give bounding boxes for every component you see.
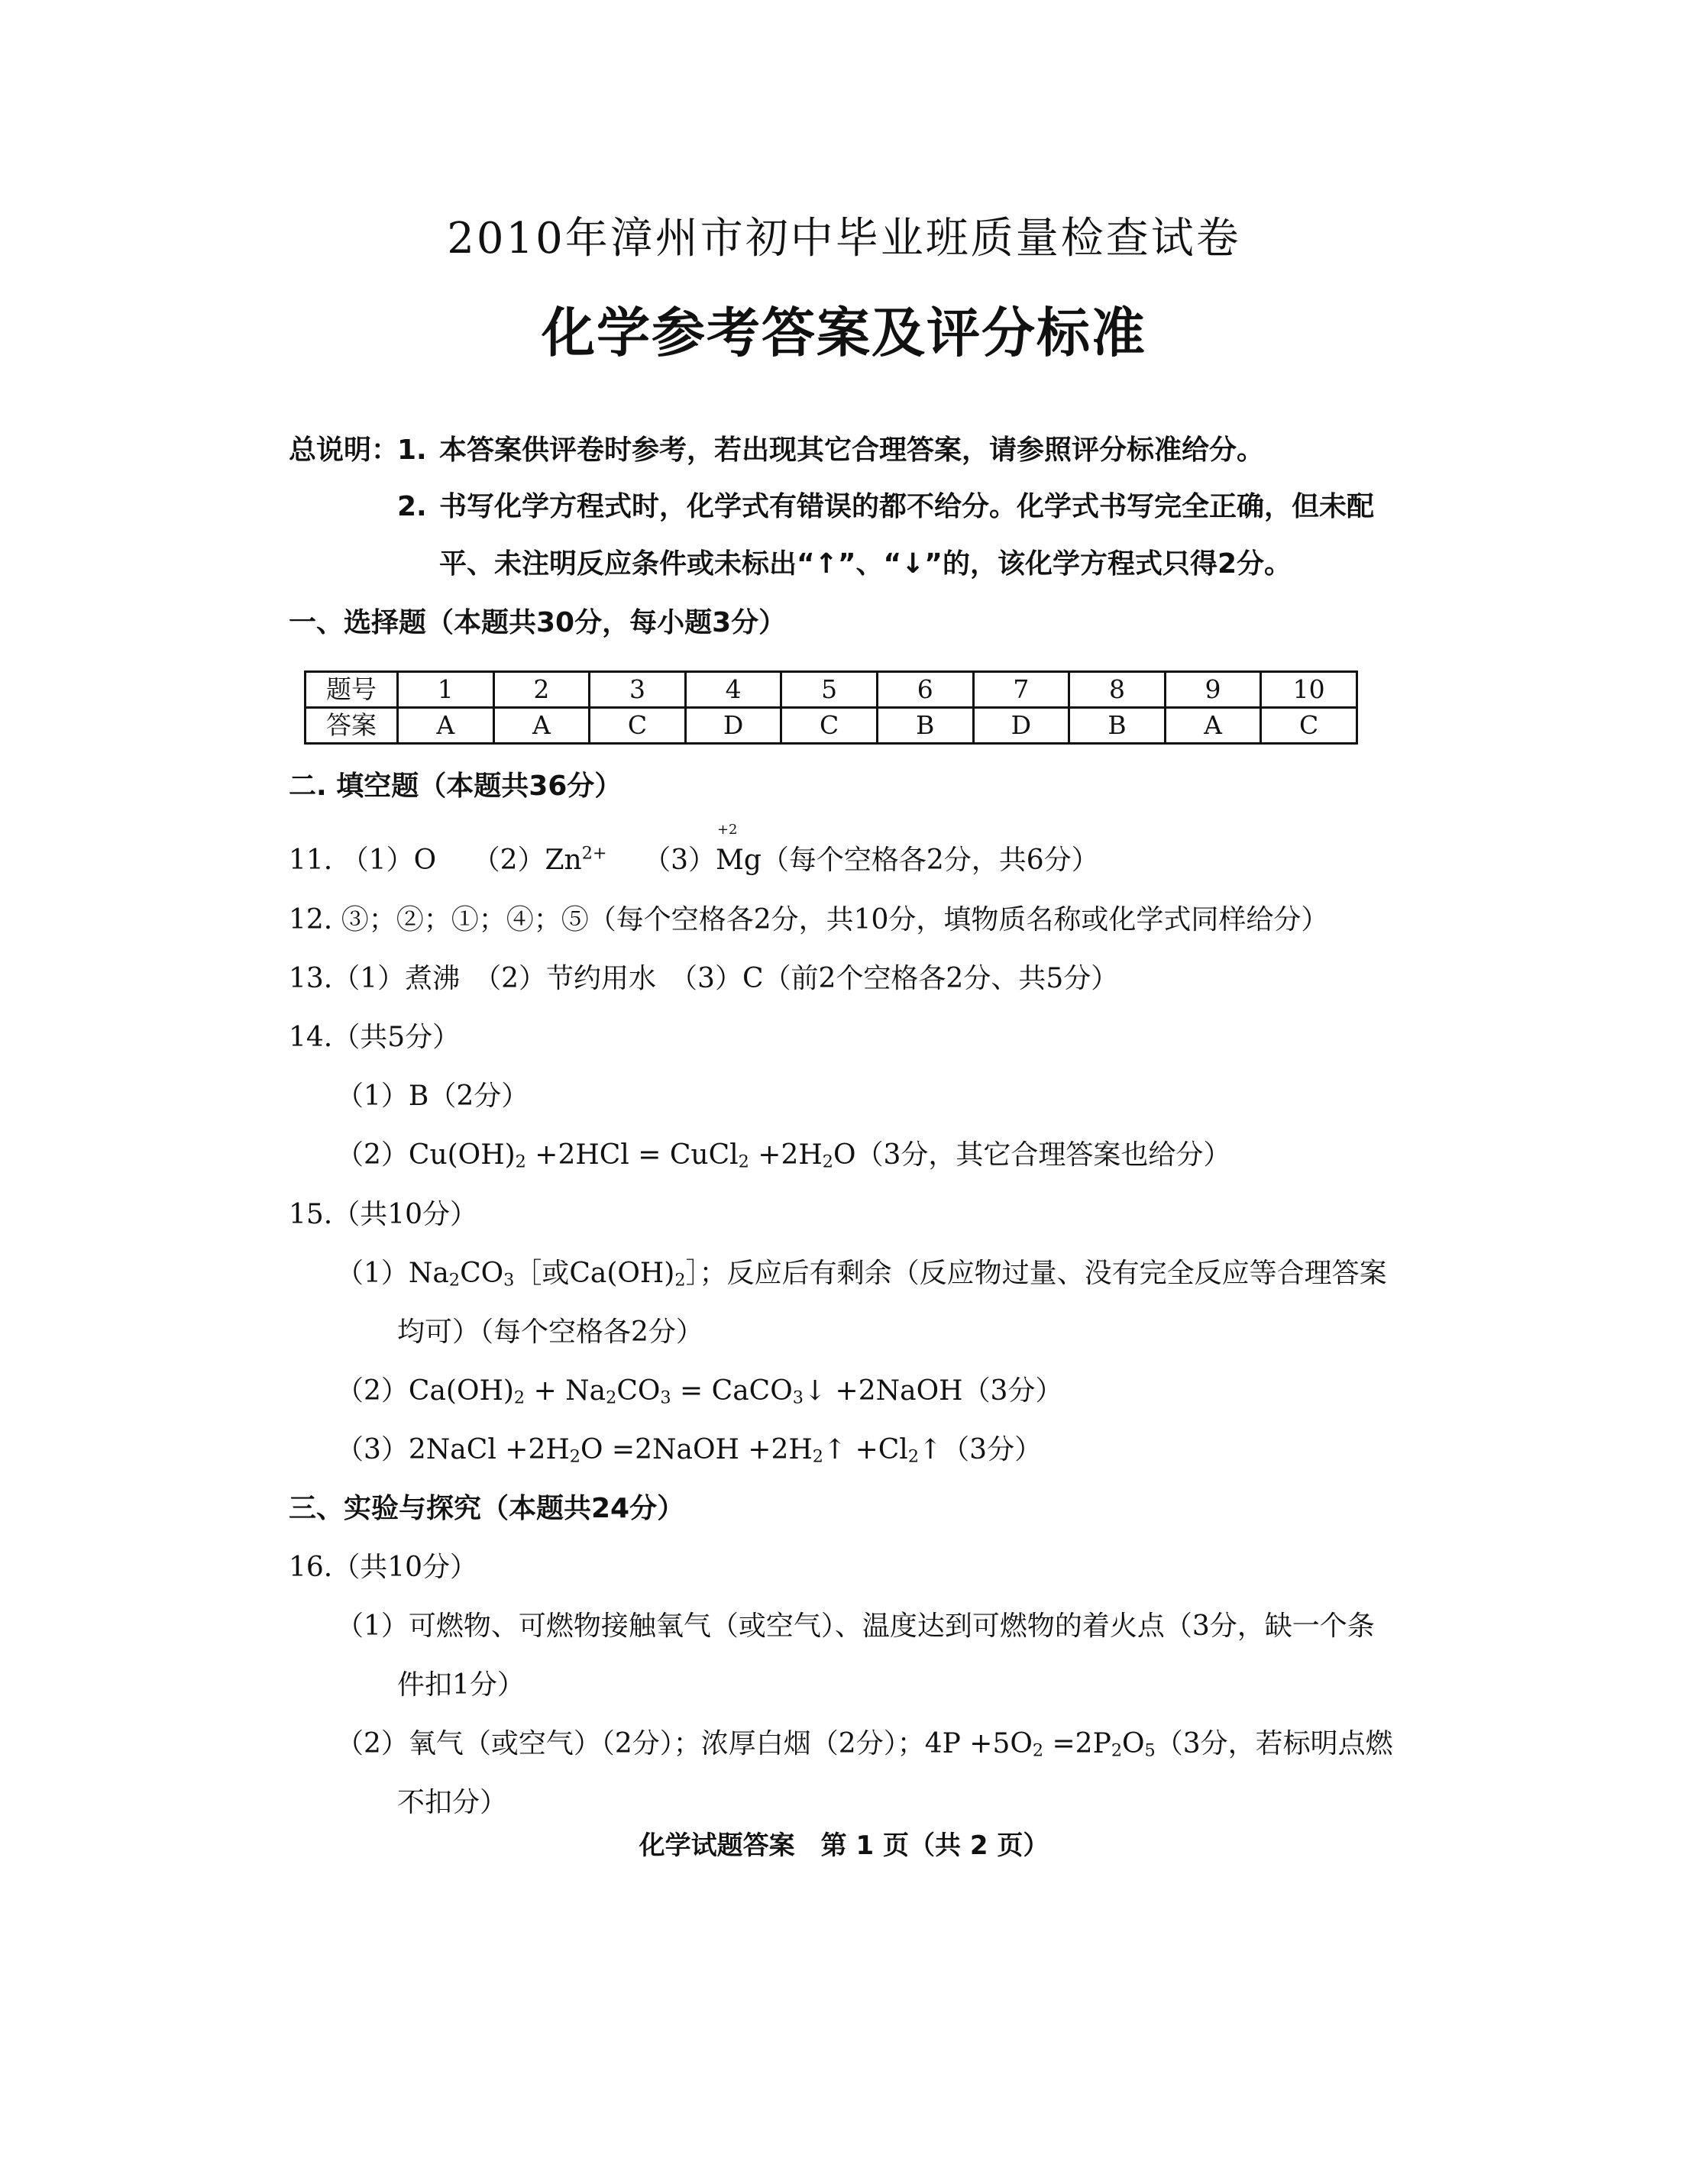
question-16-part1-cont: 件扣1分） (397, 1669, 525, 1701)
section-2-heading: 二. 填空题（本题共36分） (289, 771, 622, 802)
q11-part1: （1）O (341, 845, 437, 876)
table-cell: 3 (590, 672, 686, 708)
table-cell: 2 (493, 672, 590, 708)
table-cell: C (590, 708, 686, 744)
question-15-part1: $(1)Na_2CO_3[$或$Ca(OH)_2]$；反应后有剩余（反应物过量、没有完全反应等合理答案 (336, 1258, 1387, 1291)
notes-label: 总说明： (289, 435, 399, 466)
q11-number: 11. (289, 845, 333, 876)
document-subtitle: 化学参考答案及评分标准 (542, 301, 1146, 364)
answer-table (304, 670, 1358, 745)
table-cell: D (973, 708, 1069, 744)
question-14-head: 14.（共5分） (289, 1022, 461, 1053)
question-16-head: 16.（共10分） (289, 1552, 478, 1583)
note-2-text: 书写化学方程式时，化学式有错误的都不给分。化学式书写完全正确，但未配 (439, 491, 1375, 522)
table-cell: 9 (1165, 672, 1261, 708)
question-16-part2: （2）氧气（或空气）（2分）；浓厚白烟（2分）；$4P +5O_2 =2P_2O_5(3$分，若标明点燃 (336, 1728, 1393, 1761)
table-cell: 1 (398, 672, 494, 708)
table-cell: 8 (1069, 672, 1166, 708)
question-15-part1-cont: 均可）（每个空格各2分） (397, 1317, 703, 1348)
table-row-answers (306, 708, 1357, 744)
table-cell: A (398, 708, 494, 744)
question-15-part2: $(2)Ca(OH)_2 + Na_2CO_3$ = CaCO$_3$↓ +2NaOH（3分） (336, 1375, 1063, 1408)
table-row-numbers (306, 672, 1357, 708)
row-label-answer: 答案 (306, 708, 398, 744)
table-cell: A (1165, 708, 1261, 744)
section-1-heading: 一、选择题（本题共30分，每小题3分） (289, 607, 787, 638)
question-15-head: 15.（共10分） (289, 1199, 478, 1230)
valence-mark: +2 (716, 822, 738, 838)
question-14-part1: （1）B（2分） (336, 1081, 529, 1112)
document-title: 2010年漳州市初中毕业班质量检查试卷 (447, 214, 1241, 263)
row-label-number: 题号 (306, 672, 398, 708)
section-3-heading: 三、实验与探究（本题共24分） (289, 1493, 685, 1524)
table-cell: B (877, 708, 973, 744)
note-1-number: 1. (397, 435, 427, 466)
note-2-text-cont: 平、未注明反应条件或未标出“↑”、“↓”的，该化学方程式只得2分。 (439, 548, 1292, 580)
table-cell: C (1261, 708, 1357, 744)
table-cell: D (685, 708, 781, 744)
q11-score-note: （每个空格各2分，共6分） (761, 845, 1099, 876)
q11-part3-label: （3） (643, 845, 716, 876)
table-cell: 10 (1261, 672, 1357, 708)
page-footer: 化学试题答案 第 1 页（共 2 页） (639, 1830, 1049, 1861)
question-14-part2: $(2)Cu(OH)_2 +2HCl$ = CuCl$_2$ $+2H_2O(3$分，其它合理答案也给分） (336, 1139, 1231, 1172)
table-cell: C (781, 708, 878, 744)
table-cell: 7 (973, 672, 1069, 708)
q11-part2: $(2)Zn^{2+}$ (472, 843, 607, 876)
question-12: 12. ③；②；①；④；⑤（每个空格各2分，共10分，填物质名称或化学式同样给分） (289, 904, 1329, 935)
table-cell: B (1069, 708, 1166, 744)
note-1-text: 本答案供评卷时参考，若出现其它合理答案，请参照评分标准给分。 (439, 435, 1265, 466)
table-cell: 6 (877, 672, 973, 708)
question-11 (289, 822, 1099, 878)
question-16-part2-cont: 不扣分） (397, 1787, 508, 1818)
q11-mg-with-valence: +2 Mg (715, 822, 762, 876)
note-2-number: 2. (397, 491, 427, 522)
table-cell: 5 (781, 672, 878, 708)
question-15-part3: （3）2NaCl $+2H_2O$ =2NaOH $+2H_2↑$ $+Cl_2↑(3$分） (336, 1434, 1043, 1467)
table-cell: A (493, 708, 590, 744)
question-13: 13.（1）煮沸 （2）节约用水 （3）C（前2个空格各2分、共5分） (289, 963, 1119, 994)
table-cell: 4 (685, 672, 781, 708)
question-16-part1: （1）可燃物、可燃物接触氧气（或空气）、温度达到可燃物的着火点（3分，缺一个条 (336, 1611, 1375, 1642)
